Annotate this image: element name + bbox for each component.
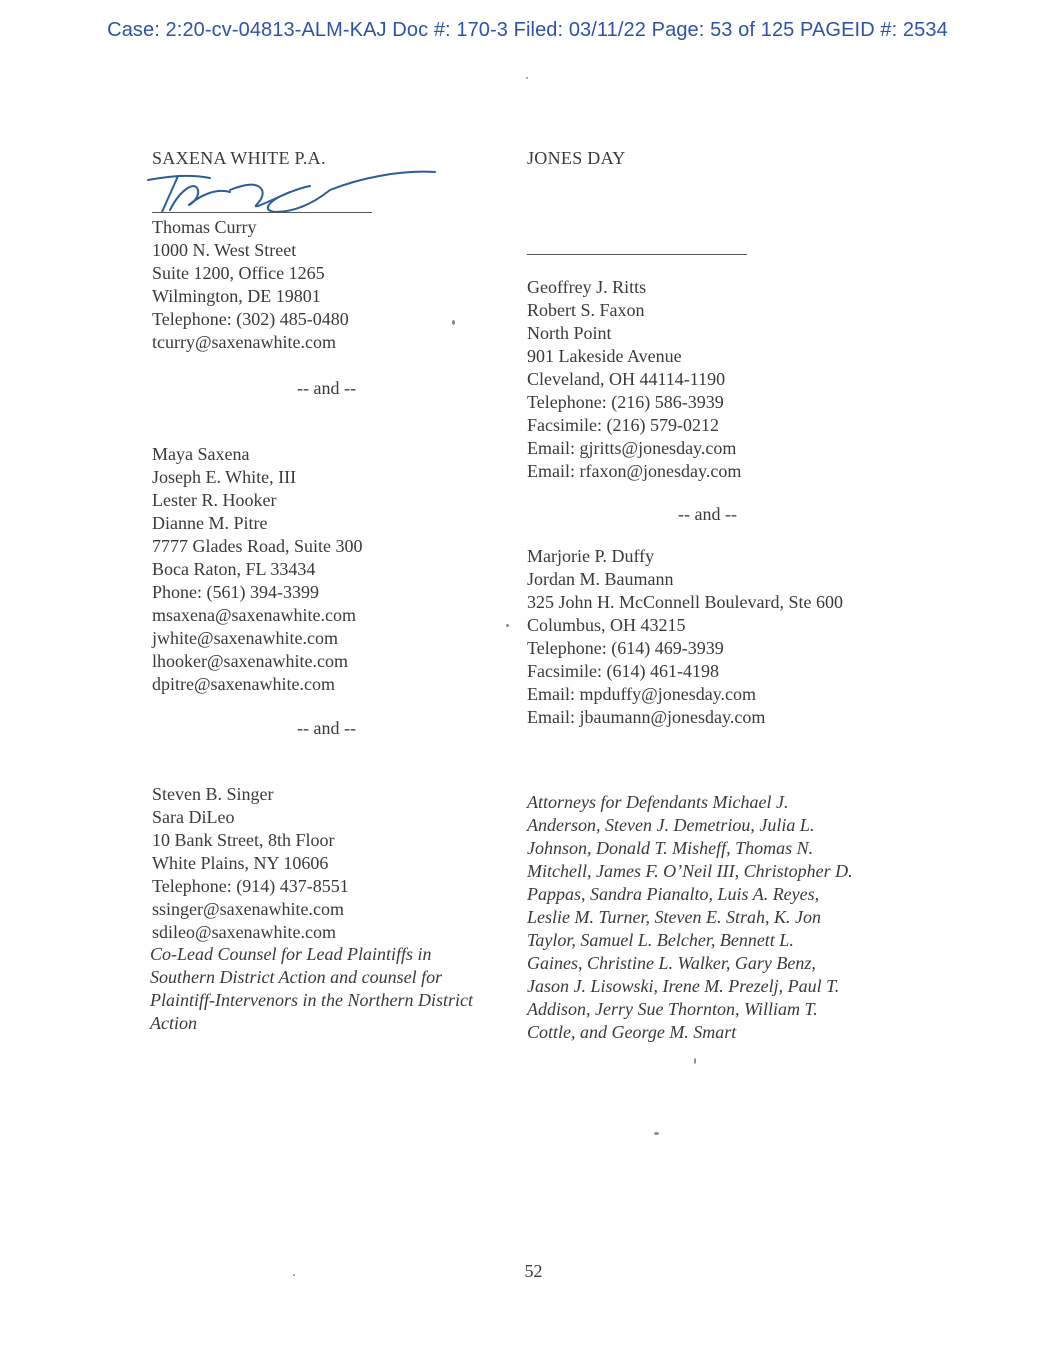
right-block1-line: North Point	[527, 323, 612, 343]
scan-speck	[506, 624, 509, 627]
left-counsel-line: Action	[150, 1013, 197, 1033]
signature-thomas-curry	[140, 160, 440, 220]
left-block1-line: 1000 N. West Street	[152, 240, 297, 260]
right-block2-line: Marjorie P. Duffy	[527, 546, 655, 566]
left-and-separator-1: -- and --	[297, 378, 356, 398]
left-block1-line: tcurry@saxenawhite.com	[152, 332, 337, 352]
right-block2-line: 325 John H. McConnell Boulevard, Ste 600	[527, 592, 843, 612]
right-attorneys-line: Gaines, Christine L. Walker, Gary Benz,	[527, 953, 816, 973]
right-attorneys-line: Mitchell, James F. O’Neil III, Christopher D.	[527, 861, 853, 881]
left-block2-line: lhooker@saxenawhite.com	[152, 651, 349, 671]
left-counsel-line: Southern District Action and counsel for	[150, 967, 443, 987]
right-attorneys-line: Attorneys for Defendants Michael J.	[527, 792, 789, 812]
right-and-separator: -- and --	[678, 504, 737, 524]
right-block1-line: Telephone: (216) 586-3939	[527, 392, 724, 412]
left-block2-line: msaxena@saxenawhite.com	[152, 605, 357, 625]
right-attorneys-line: Pappas, Sandra Pianalto, Luis A. Reyes,	[527, 884, 820, 904]
left-block2-line: Phone: (561) 394-3399	[152, 582, 319, 602]
left-block3-line: ssinger@saxenawhite.com	[152, 899, 345, 919]
right-block2-line: Email: mpduffy@jonesday.com	[527, 684, 757, 704]
right-attorneys-line: Jason J. Lisowski, Irene M. Prezelj, Paul T.	[527, 976, 840, 996]
scan-speck	[452, 320, 455, 325]
right-block1-line: 901 Lakeside Avenue	[527, 346, 682, 366]
left-block2-line: jwhite@saxenawhite.com	[152, 628, 339, 648]
right-attorneys-line: Leslie M. Turner, Steven E. Strah, K. Jon	[527, 907, 821, 927]
left-block2-line: 7777 Glades Road, Suite 300	[152, 536, 363, 556]
left-block1-line: Thomas Curry	[152, 217, 257, 237]
right-block2-line: Jordan M. Baumann	[527, 569, 674, 589]
left-signature-line	[152, 212, 372, 213]
right-attorneys-line: Addison, Jerry Sue Thornton, William T.	[527, 999, 818, 1019]
scan-speck	[293, 1274, 295, 1276]
left-block1-line: Telephone: (302) 485-0480	[152, 309, 349, 329]
right-block1-line: Facsimile: (216) 579-0212	[527, 415, 719, 435]
left-block3-line: Sara DiLeo	[152, 807, 235, 827]
left-block3-line: White Plains, NY 10606	[152, 853, 329, 873]
right-block2-line: Columbus, OH 43215	[527, 615, 686, 635]
left-firm-name: SAXENA WHITE P.A.	[152, 148, 326, 168]
right-block2-line: Telephone: (614) 469-3939	[527, 638, 724, 658]
right-block1-line: Email: rfaxon@jonesday.com	[527, 461, 742, 481]
right-block1-line: Cleveland, OH 44114-1190	[527, 369, 726, 389]
right-block2-line: Facsimile: (614) 461-4198	[527, 661, 719, 681]
right-block1-line: Email: gjritts@jonesday.com	[527, 438, 737, 458]
left-block3-line: Telephone: (914) 437-8551	[152, 876, 349, 896]
left-block2-line: Boca Raton, FL 33434	[152, 559, 316, 579]
left-block1-line: Wilmington, DE 19801	[152, 286, 321, 306]
right-block2-line: Email: jbaumann@jonesday.com	[527, 707, 766, 727]
right-attorneys-line: Taylor, Samuel L. Belcher, Bennett L.	[527, 930, 794, 950]
page-number: 52	[524, 1261, 543, 1281]
left-block3-line: sdileo@saxenawhite.com	[152, 922, 337, 942]
case-header: Case: 2:20-cv-04813-ALM-KAJ Doc #: 170-3 Filed: 03/11/22 Page: 53 of 125 PAGEID #: 2534	[107, 19, 948, 41]
right-block1-line: Geoffrey J. Ritts	[527, 277, 647, 297]
scan-speck	[654, 1132, 659, 1135]
right-attorneys-designation	[527, 791, 853, 1044]
right-signature-line	[527, 254, 747, 255]
left-contact-curry	[152, 216, 349, 354]
left-counsel-designation	[150, 943, 473, 1035]
scan-speck	[694, 1058, 696, 1064]
left-counsel-line: Plaintiff-Intervenors in the Northern District	[150, 990, 473, 1010]
left-block3-line: Steven B. Singer	[152, 784, 274, 804]
right-attorneys-line: Cottle, and George M. Smart	[527, 1022, 737, 1042]
left-contact-singer	[152, 783, 349, 944]
left-block3-line: 10 Bank Street, 8th Floor	[152, 830, 335, 850]
left-and-separator-2: -- and --	[297, 718, 356, 738]
left-block2-line: Lester R. Hooker	[152, 490, 277, 510]
left-block2-line: Maya Saxena	[152, 444, 250, 464]
left-block2-line: Dianne M. Pitre	[152, 513, 268, 533]
right-firm-name: JONES DAY	[527, 148, 626, 168]
right-contact-duffy	[527, 545, 843, 729]
left-contact-saxena	[152, 443, 362, 696]
right-block1-line: Robert S. Faxon	[527, 300, 645, 320]
left-block2-line: Joseph E. White, III	[152, 467, 297, 487]
left-block2-line: dpitre@saxenawhite.com	[152, 674, 336, 694]
left-counsel-line: Co-Lead Counsel for Lead Plaintiffs in	[150, 944, 432, 964]
right-attorneys-line: Anderson, Steven J. Demetriou, Julia L.	[527, 815, 815, 835]
right-contact-ritts	[527, 276, 741, 483]
left-block1-line: Suite 1200, Office 1265	[152, 263, 325, 283]
right-attorneys-line: Johnson, Donald T. Misheff, Thomas N.	[527, 838, 814, 858]
scan-speck	[526, 77, 528, 79]
